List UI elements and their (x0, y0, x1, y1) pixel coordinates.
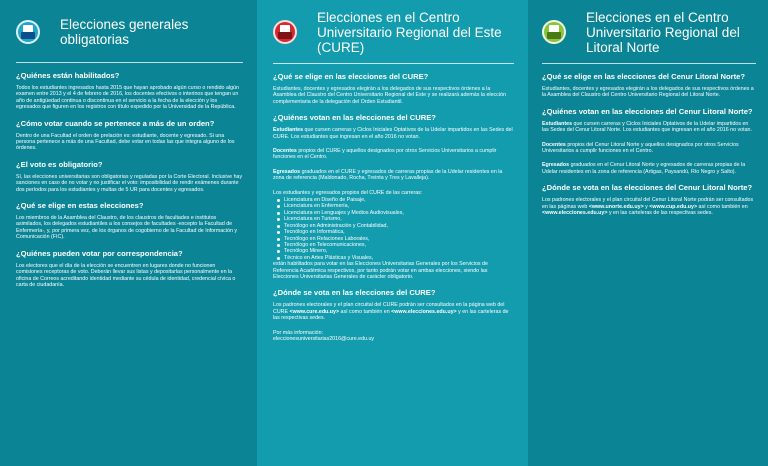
divider (542, 63, 756, 64)
list-item: Licenciatura en Lenguajes y Medios Audiovisuales, (277, 210, 514, 216)
column-cure-elections (257, 0, 528, 466)
where-text: y (643, 203, 650, 210)
column-header (542, 6, 756, 58)
answer-text: Los miembros de la Asamblea del Claustro, de los claustros de facultades e institutos asimilados, los delegados estudiantiles a los consejos de facultades -excepto la Facultad de Enfermería-, y, por primera vez, de los órganos de cogobierno de la Facultad de Información y Comunicación (FIC). (16, 215, 238, 241)
divider (16, 62, 243, 63)
list-item: Tecnólogo en Administración y Contabilidad, (277, 223, 514, 229)
divider (273, 63, 514, 64)
ballot-box-icon (16, 20, 40, 44)
answer-text: Sí, las elecciones universitarias son obligatorias y reguladas por la Corte Electoral. Inclusive hay sanciones en caso de no votar y no justificar el voto: imposibilidad de rendir exámenes durante dos períodos para los estudiantes y multas de 5 UR para docentes y egresados. (16, 173, 243, 193)
answer-teachers (542, 142, 756, 155)
answer-text: Todos los estudiantes ingresados hasta 2015 que hayan aprobado algún curso o rendido algún examen entre 2013 y el 4 de febrero de 2016, los docentes efectivos o interinos que tengan un año de antigüedad continua o discontinua en el servicio a la fecha de la elección y los egresados que figuren en los registros con título expedido por la Universidad de la República. (16, 85, 239, 111)
answer-graduates (273, 169, 514, 182)
students-label: Estudiantes (273, 127, 304, 134)
column-litoral-norte-elections (528, 0, 768, 466)
list-item: Tecnólogo en Relaciones Laborales, (277, 236, 514, 242)
column-general-elections (0, 0, 257, 466)
list-item: Tecnólogo en Telecomunicaciones, (277, 242, 514, 248)
question-heading: ¿Qué se elige en las elecciones del CURE? (273, 72, 429, 81)
answer-text: Estudiantes, docentes y egresados elegirán a los delegados de sus respectivos órdenes a la Asamblea del Claustro del Centro Universitario Regional del Este y se realizará además la elección complementaria de la delegación del Orden Estudiantil. (273, 86, 506, 105)
column-header (16, 6, 243, 58)
answer-students (542, 121, 756, 134)
info-label: Por más información: (273, 329, 324, 336)
where-text: y en las carteleras de las respectivas sedes. (273, 308, 509, 322)
web-link-elecciones[interactable]: <www.elecciones.edu.uy> (391, 308, 457, 315)
careers-list (273, 197, 514, 261)
teachers-label: Docentes (273, 148, 297, 155)
ballot-box-icon (273, 20, 297, 44)
where-text: Los padrones electorales y el plan circuital del CURE podrán ser consultados en la página web del CURE (273, 302, 505, 315)
careers-intro: Los estudiantes y egresados propios del CURE de las carreras: (273, 189, 423, 196)
web-link-elecciones[interactable]: <www.elecciones.edu.uy> (542, 210, 608, 217)
list-item: Tecnólogo Minero, (277, 248, 514, 254)
question-heading: ¿Quiénes votan en las elecciones del CURE? (273, 113, 436, 123)
question-heading: ¿Quiénes votan en las elecciones del Cenur Litoral Norte? (542, 106, 753, 116)
teachers-text: propios del CURE y aquellos designados por otros Servicios Universitarios a cumplir funciones en el Centro. (273, 148, 497, 161)
question-heading: ¿Qué se elige en estas elecciones? (16, 201, 144, 211)
answer-where (542, 197, 756, 216)
question-heading: ¿Quiénes están habilitados? (16, 71, 120, 80)
list-item: Tecnólogo en Informática, (277, 229, 514, 235)
graduates-label: Egresados (542, 162, 570, 169)
students-label: Estudiantes (542, 120, 573, 127)
answer-students (273, 127, 514, 140)
teachers-text: propios del Cenur Litoral Norte y aquellos designados por otros Servicios Universitarios a cumplir funciones en el Centro. (542, 141, 739, 155)
web-link-unorte[interactable]: <www.unorte.edu.uy> (588, 203, 644, 210)
graduates-label: Egresados (273, 168, 301, 175)
question-heading: ¿Cómo votar cuando se pertenece a más de un orden? (16, 118, 215, 128)
answer-text: Dentro de una Facultad el orden de prelación es: estudiante, docente y egresado. Si una persona pertenece a más de una Facultad, debe votar en todas las que integra alguno de los órdenes. (16, 132, 235, 152)
question-heading: ¿Qué se elige en las elecciones del Cenur Litoral Norte? (542, 72, 745, 81)
info-email[interactable]: eleccionesuniversitarias2016@cure.edu.uy (273, 335, 375, 342)
column-title: Elecciones generales obligatorias (60, 17, 189, 47)
where-text: así como también en (697, 203, 748, 210)
graduates-text: graduados en el Cenur Litoral Norte y egresados de carreras propias de la Udelar residentes en la zona de referencia (Artigas, Paysandú, Río Negro y Salto). (542, 162, 746, 175)
where-text: y en las carteleras de las respectivas sedes. (607, 210, 713, 217)
students-text: que cursen carreras y Ciclos Iniciales Optativos de la Udelar impartidos en las Sedes del Cenur Litoral Norte. Los estudiantes que ingresan en el año 2016 no votan. (542, 120, 752, 134)
web-link-cup[interactable]: <www.cup.edu.uy> (649, 203, 698, 210)
answer-text: Los electores que el día de la elección se encuentren en lugares donde no funcionen comisiones receptoras de voto. Deberán llevar sus listas y depositarlas personalmente en la oficina de Correos acreditando identidad mediante su cédula de identidad, credencial cívica o carta de ciudadanía. (16, 262, 236, 288)
column-header (273, 6, 514, 58)
question-heading: ¿Dónde se vota en las elecciones del Cenur Litoral Norte? (542, 183, 753, 193)
list-item: Técnico en Artes Plásticas y Visuales, (277, 255, 514, 261)
answer-text: Estudiantes, docentes y egresados elegirán a los delegados de sus respectivos órdenes a la Asamblea del Claustro del Centro Universitario Regional del Litoral Norte. (542, 86, 754, 99)
column-title: Elecciones en el Centro Universitario Regional del Este (CURE) (317, 9, 502, 55)
list-item: Licenciatura en Enfermería, (277, 203, 514, 209)
column-title: Elecciones en el Centro Universitario Regional del Litoral Norte (586, 9, 740, 55)
where-text: así como también en (339, 308, 392, 315)
answer-where (273, 302, 514, 321)
question-heading: ¿Dónde se vota en las elecciones del CURE? (273, 288, 436, 298)
question-heading: ¿El voto es obligatorio? (16, 159, 103, 169)
teachers-label: Docentes (542, 141, 566, 148)
careers-after: están habilitados para votar en las Elecciones Universitarias Generales por los Servicios de Referencia Académica respectivos, por tanto podrán votar en ambas elecciones, siendo las Elecciones Universitarias Generales de carácter obligatorio. (273, 261, 488, 280)
graduates-text: graduados en el CURE y egresados de carreras propias de la Udelar residentes en la zona de referencia (Maldonado, Rocha, Treinta y Tres y Lavalleja). (273, 168, 503, 182)
list-item: Licenciatura en Turismo, (277, 216, 514, 222)
answer-graduates (542, 162, 756, 175)
web-link-cure[interactable]: <www.cure.edu.uy> (289, 308, 340, 315)
ballot-box-icon (542, 20, 566, 44)
list-item: Licenciatura en Diseño de Paisaje, (277, 197, 514, 203)
students-text: que cursen carreras y Ciclos Iniciales Optativos de la Udelar impartidos en las Sedes del CURE. Los estudiantes que ingresan en el año 2016 no votan. (273, 127, 513, 140)
answer-teachers (273, 148, 514, 161)
where-text: Los padrones electorales y el plan circuital del Cenur Litoral Norte podrán ser consultados en las páginas web (542, 197, 754, 210)
question-heading: ¿Quiénes pueden votar por correspondencia? (16, 248, 183, 258)
